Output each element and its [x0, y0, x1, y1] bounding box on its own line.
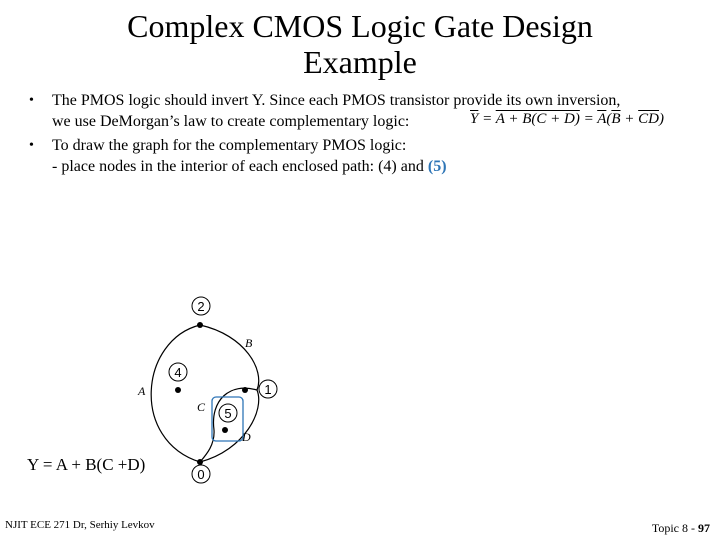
- node-5-highlight: (5): [427, 158, 447, 175]
- edge-label-b: B: [245, 336, 253, 350]
- node-2-dot: [197, 322, 203, 328]
- demorgan-formula: [470, 111, 664, 128]
- bullet-icon: •: [29, 93, 34, 108]
- bullet-2-line-1: To draw the graph for the complementary PMOS logic:: [52, 137, 407, 154]
- footer-topic: Topic 8 -: [651, 521, 698, 535]
- formula-b-bar: $\overline{B}$: [611, 111, 621, 127]
- edge-b: [200, 325, 259, 390]
- bullet-2-line-2: [52, 156, 714, 177]
- bullet-2-line-2-text: - place nodes in the interior of each enclosed path: (4) and: [52, 158, 428, 175]
- footer-course-info: NJIT ECE 271 Dr, Serhiy Levkov: [5, 519, 155, 531]
- pmos-graph-diagram: [120, 290, 300, 490]
- formula-middle: A + B(C + D): [495, 111, 580, 127]
- formula-eq-2: =: [579, 111, 598, 127]
- formula-a-bar: $\overline{A}$: [597, 111, 607, 127]
- edge-c: [200, 388, 257, 462]
- slide-title: [0, 8, 720, 80]
- edge-label-a: A: [138, 384, 146, 398]
- bullet-list: [24, 90, 714, 180]
- node-4-dot: [175, 387, 181, 393]
- node-5-text: 5: [224, 406, 232, 421]
- edge-a: [151, 325, 200, 462]
- bullet-1-line-2: we use DeMorgan’s law to create complementary logic:: [52, 113, 410, 130]
- formula-plus: +: [620, 111, 639, 127]
- node-5-label: [219, 404, 237, 422]
- node-0-dot: [197, 459, 203, 465]
- function-equation: Y = A + B(C +D): [27, 455, 146, 474]
- formula-y-bar: $\overline{Y}$: [470, 111, 479, 127]
- node-2-label: [192, 297, 210, 315]
- node-1-label: [259, 380, 277, 398]
- node-4-text: 4: [174, 365, 182, 380]
- node-1-text: 1: [264, 382, 272, 397]
- edge-label-d: D: [242, 430, 251, 444]
- title-line-1: Complex CMOS Logic Gate Design: [127, 8, 593, 44]
- bullet-icon: •: [29, 138, 34, 153]
- node-0-label: [192, 465, 210, 483]
- title-line-2: Example: [303, 44, 417, 80]
- formula-paren-open: (: [606, 111, 612, 127]
- node-5-dot: [222, 427, 228, 433]
- formula-paren-close: ): [659, 111, 665, 127]
- edge-label-c: C: [197, 400, 206, 414]
- node-1-dot: [242, 387, 248, 393]
- footer-page-number: [652, 521, 710, 536]
- formula-eq-1: =: [478, 111, 496, 127]
- bullet-1-line-1: The PMOS logic should invert Y. Since each PMOS transistor provide its own inversion,: [52, 92, 621, 109]
- formula-cd-bar: $\overline{CD}$: [638, 111, 660, 127]
- footer-page: 97: [698, 521, 710, 535]
- node-2-text: 2: [197, 299, 205, 314]
- node-0-text: 0: [197, 467, 205, 482]
- bullet-item-graph: [24, 135, 714, 177]
- node-4-label: [169, 363, 187, 381]
